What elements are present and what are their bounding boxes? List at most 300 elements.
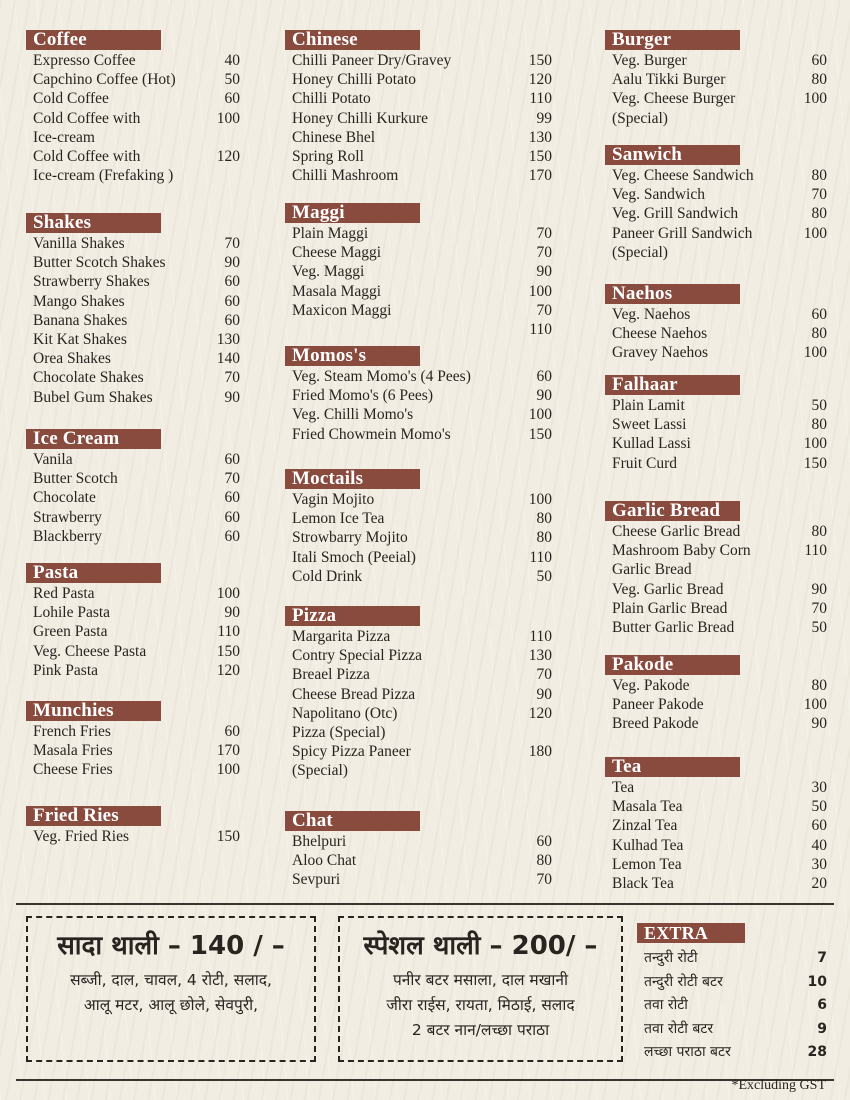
menu-item — [605, 89, 827, 108]
menu-item — [605, 305, 827, 324]
section-shakes — [26, 213, 240, 407]
item-price: 60 — [224, 311, 240, 329]
section-munchies — [26, 701, 240, 780]
item-name: Veg. Steam Momo's (4 Pees) — [292, 368, 471, 385]
item-price: 60 — [811, 306, 827, 323]
section-header: Pakode — [605, 655, 740, 675]
sada-thali-line-2: आलू मटर, आलू छोले, सेवपुरी, — [83, 996, 259, 1014]
menu-item — [605, 816, 827, 835]
item-name: Spicy Pizza Paneer — [292, 743, 411, 761]
menu-item — [26, 722, 240, 741]
item-name: Veg. Fried Ries — [33, 828, 130, 845]
menu-item — [605, 243, 827, 262]
item-name: Kulhad Tea — [612, 836, 684, 854]
menu-item — [605, 560, 827, 579]
menu-item — [26, 89, 240, 108]
item-name: Chocolate Shakes — [33, 369, 144, 387]
menu-item — [26, 330, 240, 349]
item-price: 140 — [216, 350, 240, 368]
item-price: 150 — [803, 454, 827, 472]
menu-item — [26, 603, 240, 622]
menu-item — [26, 584, 240, 603]
extra-item-name: तवा रोटी — [644, 997, 688, 1013]
menu-item — [26, 234, 240, 253]
item-price: 100 — [803, 224, 827, 242]
item-name: Cold Drink — [292, 567, 363, 585]
item-name: Veg. Cheese Sandwich — [612, 167, 754, 184]
item-price: 120 — [528, 71, 552, 89]
section-header: Momos's — [285, 346, 420, 366]
item-price: 60 — [536, 833, 552, 850]
section-chinese — [285, 30, 552, 185]
item-price: 80 — [811, 205, 827, 223]
item-name: Spring Roll — [292, 148, 364, 166]
item-price: 50 — [536, 567, 552, 585]
menu-item — [26, 147, 240, 166]
section-items — [285, 832, 552, 890]
item-price: 100 — [803, 90, 827, 108]
menu-item — [285, 224, 552, 243]
item-price: 60 — [224, 508, 240, 526]
menu-item — [285, 761, 552, 780]
item-price: 150 — [528, 425, 552, 443]
section-burger — [605, 30, 827, 128]
section-header: Shakes — [26, 213, 161, 233]
menu-item — [605, 676, 827, 695]
section-garlic-bread — [605, 501, 827, 637]
special-thali-line-2: जीरा राईस, रायता, मिठाई, सलाद — [386, 996, 575, 1014]
item-price: 150 — [528, 52, 552, 69]
item-price: 90 — [811, 580, 827, 598]
item-price: 90 — [224, 604, 240, 622]
item-price: 80 — [536, 529, 552, 547]
item-name: Honey Chilli Potato — [292, 71, 416, 89]
item-price: 60 — [224, 489, 240, 507]
menu-item — [26, 469, 240, 488]
item-price: 150 — [528, 148, 552, 166]
item-price: 60 — [224, 451, 240, 468]
item-name: Masala Fries — [33, 742, 113, 760]
menu-item — [605, 855, 827, 874]
item-name: Garlic Bread — [612, 561, 692, 579]
item-price: 150 — [216, 828, 240, 845]
menu-item — [285, 243, 552, 262]
menu-item — [26, 388, 240, 407]
item-name — [285, 320, 529, 339]
menu-item — [605, 434, 827, 453]
item-name: Napolitano (Otc) — [292, 704, 398, 722]
menu-item — [605, 166, 827, 185]
section-header: Burger — [605, 30, 740, 50]
item-name: Plain Garlic Bread — [612, 599, 728, 617]
section-header: Fried Ries — [26, 806, 161, 826]
extra-item-name: तवा रोटी बटर — [644, 1020, 714, 1037]
item-price: 60 — [536, 368, 552, 385]
section-pakode — [605, 655, 827, 734]
item-name: Chilli Potato — [292, 90, 371, 108]
menu-item — [605, 618, 827, 637]
item-name: Mango Shakes — [33, 292, 125, 310]
menu-item — [26, 827, 240, 846]
item-name: Chinese Bhel — [292, 128, 376, 146]
item-name: Ice-cream (Frefaking ) — [33, 167, 174, 185]
item-price: 90 — [536, 387, 552, 405]
section-header: Munchies — [26, 701, 161, 721]
section-header: Garlic Bread — [605, 501, 740, 521]
menu-item — [285, 70, 552, 89]
extra-item — [637, 1041, 827, 1065]
section-maggi — [285, 203, 552, 339]
menu-item — [26, 450, 240, 469]
item-name: Strowbarry Mojito — [292, 529, 408, 547]
section-items — [26, 51, 240, 185]
section-items — [605, 305, 827, 363]
menu-item — [26, 166, 240, 185]
menu-item — [605, 109, 827, 128]
section-header: Pasta — [26, 563, 161, 583]
menu-item — [26, 311, 240, 330]
extra-items — [637, 947, 827, 1065]
menu-item — [285, 627, 552, 646]
sada-thali-line-1: सब्जी, दाल, चावल, 4 रोटी, सलाद, — [70, 971, 272, 989]
item-price: 170 — [216, 742, 240, 760]
item-name: Cheese Garlic Bread — [612, 523, 741, 540]
menu-item — [26, 70, 240, 89]
section-items — [26, 584, 240, 680]
item-price: 70 — [224, 235, 240, 252]
item-name: Masala Tea — [612, 798, 683, 816]
section-header: Chat — [285, 811, 420, 831]
item-price: 110 — [529, 548, 552, 566]
item-price: 60 — [224, 90, 240, 108]
item-price: 110 — [529, 90, 552, 108]
item-name: Sweet Lassi — [612, 416, 687, 434]
section-items — [26, 827, 240, 846]
item-price: 50 — [811, 397, 827, 414]
section-chat — [285, 811, 552, 890]
section-fried-ries — [26, 806, 240, 846]
menu-item — [285, 870, 552, 889]
menu-item — [26, 349, 240, 368]
menu-item — [285, 386, 552, 405]
section-items — [285, 627, 552, 781]
extra-item — [637, 994, 827, 1018]
section-sanwich — [605, 145, 827, 262]
section-items — [26, 234, 240, 407]
section-tea — [605, 757, 827, 893]
section-items — [605, 676, 827, 734]
menu-item — [605, 185, 827, 204]
menu-item — [605, 541, 827, 560]
menu-item — [285, 262, 552, 281]
item-name: Veg. Pakode — [612, 677, 690, 694]
item-name: Butter Scotch Shakes — [33, 254, 166, 272]
special-thali-line-1: पनीर बटर मसाला, दाल मखानी — [392, 971, 569, 989]
item-price: 70 — [536, 666, 552, 684]
section-items — [605, 396, 827, 473]
menu-item — [605, 714, 827, 733]
item-name: Margarita Pizza — [292, 628, 391, 645]
extra-item-price: 28 — [807, 1044, 827, 1060]
special-thali-description — [340, 968, 621, 1043]
extra-header: EXTRA — [637, 923, 745, 943]
sada-thali-description — [28, 968, 314, 1018]
item-price: 30 — [811, 779, 827, 796]
menu-item — [26, 527, 240, 546]
item-price: 90 — [536, 685, 552, 703]
extra-section — [637, 923, 827, 1065]
item-name: Aalu Tikki Burger — [612, 71, 726, 89]
item-name: Bubel Gum Shakes — [33, 388, 153, 406]
section-naehos — [605, 284, 827, 363]
item-name: Sevpuri — [292, 871, 341, 889]
item-price: 130 — [528, 128, 552, 146]
item-price: 70 — [536, 301, 552, 319]
item-price: 130 — [528, 647, 552, 665]
menu-item — [285, 89, 552, 108]
menu-item — [26, 488, 240, 507]
item-name: Blackberry — [33, 527, 102, 545]
item-name: Fried Momo's (6 Pees) — [292, 387, 433, 405]
item-name: Vagin Mojito — [292, 491, 375, 508]
section-header: Chinese — [285, 30, 420, 50]
item-name: Zinzal Tea — [612, 817, 678, 835]
menu-item — [285, 147, 552, 166]
extra-item-price: 7 — [817, 950, 827, 966]
extra-item-name: तन्दुरी रोटी बटर — [644, 973, 723, 990]
item-name: (Special) — [612, 243, 668, 261]
item-name: Banana Shakes — [33, 311, 128, 329]
item-name: Contry Special Pizza — [292, 647, 422, 665]
item-name: Vanila — [33, 451, 73, 468]
item-name: Bhelpuri — [292, 833, 347, 850]
menu-item — [605, 343, 827, 362]
item-name: Expresso Coffee — [33, 52, 136, 69]
section-falhaar — [605, 375, 827, 473]
item-price: 90 — [536, 263, 552, 281]
item-name: Fruit Curd — [612, 454, 678, 472]
item-name: Paneer Grill Sandwich — [612, 224, 753, 242]
menu-item — [285, 109, 552, 128]
extra-item-price: 6 — [817, 997, 827, 1013]
menu-item — [26, 51, 240, 70]
section-items — [605, 522, 827, 637]
sada-thali-box — [26, 916, 316, 1062]
item-price: 30 — [811, 855, 827, 873]
item-price: 50 — [811, 619, 827, 637]
item-name: Paneer Pakode — [612, 696, 704, 714]
item-price: 100 — [216, 109, 240, 127]
item-name: Veg. Cheese Burger — [612, 90, 736, 108]
item-name: Veg. Maggi — [292, 263, 365, 281]
item-name: Veg. Sandwich — [612, 186, 705, 204]
item-price: 60 — [811, 817, 827, 835]
item-name: Kit Kat Shakes — [33, 331, 127, 349]
item-price: 80 — [811, 416, 827, 434]
menu-item — [285, 685, 552, 704]
item-price: 99 — [536, 109, 552, 127]
item-name: Veg. Chilli Momo's — [292, 406, 414, 424]
menu-item — [285, 367, 552, 386]
menu-item — [285, 548, 552, 567]
item-name: Pizza (Special) — [292, 724, 386, 742]
item-name: (Special) — [612, 109, 668, 127]
menu-item — [26, 292, 240, 311]
item-price: 70 — [536, 225, 552, 242]
item-price: 180 — [528, 743, 552, 761]
menu-item — [605, 204, 827, 223]
menu-item — [26, 508, 240, 527]
menu-item — [285, 509, 552, 528]
item-name: Cheese Naehos — [612, 325, 708, 343]
item-price: 60 — [224, 527, 240, 545]
item-name: Ice-cream — [33, 128, 95, 146]
section-header: Ice Cream — [26, 429, 161, 449]
menu-item — [605, 51, 827, 70]
item-name: Maxicon Maggi — [292, 301, 392, 319]
item-price: 60 — [811, 52, 827, 69]
item-price: 40 — [811, 836, 827, 854]
section-header: Falhaar — [605, 375, 740, 395]
item-name: Tea — [612, 779, 635, 796]
menu-item — [605, 797, 827, 816]
item-price: 110 — [529, 321, 552, 339]
item-price: 70 — [811, 599, 827, 617]
item-price: 100 — [528, 491, 552, 508]
item-name: Strawberry Shakes — [33, 273, 150, 291]
item-price: 100 — [216, 761, 240, 779]
section-header: Maggi — [285, 203, 420, 223]
menu-item — [285, 832, 552, 851]
item-price: 100 — [803, 344, 827, 362]
menu-item — [285, 723, 552, 742]
menu-item — [26, 622, 240, 641]
item-name: Vanilla Shakes — [33, 235, 125, 252]
item-name: Plain Lamit — [612, 397, 685, 414]
menu-item — [285, 490, 552, 509]
item-price: 90 — [811, 715, 827, 733]
item-name: Butter Scotch — [33, 470, 118, 488]
item-price: 100 — [528, 282, 552, 300]
extra-item-price: 10 — [807, 973, 827, 990]
section-items — [605, 51, 827, 128]
item-price: 150 — [216, 642, 240, 660]
item-name: Cheese Maggi — [292, 244, 382, 262]
item-price: 70 — [224, 470, 240, 488]
menu-item — [285, 851, 552, 870]
item-price: 80 — [811, 325, 827, 343]
menu-item — [26, 109, 240, 128]
menu-item — [26, 642, 240, 661]
item-price: 70 — [536, 871, 552, 889]
section-items — [26, 450, 240, 546]
item-name: Lemon Tea — [612, 855, 682, 873]
item-name: Butter Garlic Bread — [612, 619, 735, 637]
menu-item — [285, 567, 552, 586]
menu-item — [285, 320, 552, 339]
item-price: 50 — [224, 71, 240, 89]
item-price: 70 — [224, 369, 240, 387]
item-name: Green Pasta — [33, 623, 108, 641]
menu-item — [26, 128, 240, 147]
item-name: Cheese Fries — [33, 761, 113, 779]
section-items — [605, 778, 827, 893]
item-name: Itali Smoch (Peeial) — [292, 548, 416, 566]
menu-item — [285, 405, 552, 424]
item-name: Gravey Naehos — [612, 344, 708, 362]
item-name: Aloo Chat — [292, 852, 357, 870]
extra-item — [637, 1018, 827, 1042]
item-name: Chilli Mashroom — [292, 167, 399, 185]
item-price: 70 — [536, 244, 552, 262]
menu-item — [285, 665, 552, 684]
section-header: Coffee — [26, 30, 161, 50]
menu-item — [285, 128, 552, 147]
item-price: 80 — [536, 510, 552, 528]
section-pasta — [26, 563, 240, 680]
item-price: 100 — [803, 435, 827, 453]
item-name: Black Tea — [612, 875, 674, 893]
item-name: Cheese Bread Pizza — [292, 685, 416, 703]
item-price: 90 — [224, 388, 240, 406]
item-name: Fried Chowmein Momo's — [292, 425, 451, 443]
item-name: Honey Chilli Kurkure — [292, 109, 429, 127]
item-name: Plain Maggi — [292, 225, 369, 242]
extra-item-name: तन्दुरी रोटी — [644, 950, 698, 966]
menu-item — [26, 760, 240, 779]
menu-item — [285, 704, 552, 723]
section-items — [285, 367, 552, 444]
section-header: Tea — [605, 757, 740, 777]
special-thali-title: स्पेशल थाली – 200/ – — [363, 931, 598, 961]
section-items — [285, 51, 552, 185]
item-name: Veg. Naehos — [612, 306, 691, 323]
section-items — [605, 166, 827, 262]
item-price: 110 — [804, 542, 827, 560]
item-name: Breael Pizza — [292, 666, 370, 684]
extra-item — [637, 971, 827, 995]
section-header: Pizza — [285, 606, 420, 626]
section-ice-cream — [26, 429, 240, 546]
item-price: 100 — [216, 585, 240, 602]
item-name: Pink Pasta — [33, 661, 99, 679]
special-thali-line-3: 2 बटर नान/लच्छा पराठा — [411, 1021, 550, 1039]
menu-item — [285, 528, 552, 547]
menu-item — [285, 425, 552, 444]
item-price: 120 — [528, 704, 552, 722]
item-name: Capchino Coffee (Hot) — [33, 71, 176, 89]
extra-item-price: 9 — [817, 1020, 827, 1037]
menu-item — [605, 836, 827, 855]
section-header: Sanwich — [605, 145, 740, 165]
item-name: Masala Maggi — [292, 282, 382, 300]
section-items — [26, 722, 240, 780]
item-price: 20 — [811, 875, 827, 893]
item-price: 120 — [216, 661, 240, 679]
item-price: 60 — [224, 723, 240, 740]
section-items — [285, 490, 552, 586]
menu-item — [605, 874, 827, 893]
item-price: 120 — [216, 148, 240, 166]
item-name: Lemon Ice Tea — [292, 510, 385, 528]
special-thali-box — [338, 916, 623, 1062]
item-name: French Fries — [33, 723, 111, 740]
menu-item — [605, 454, 827, 473]
menu-item — [605, 580, 827, 599]
menu-item — [605, 396, 827, 415]
item-price: 100 — [803, 696, 827, 714]
item-price: 70 — [811, 186, 827, 204]
